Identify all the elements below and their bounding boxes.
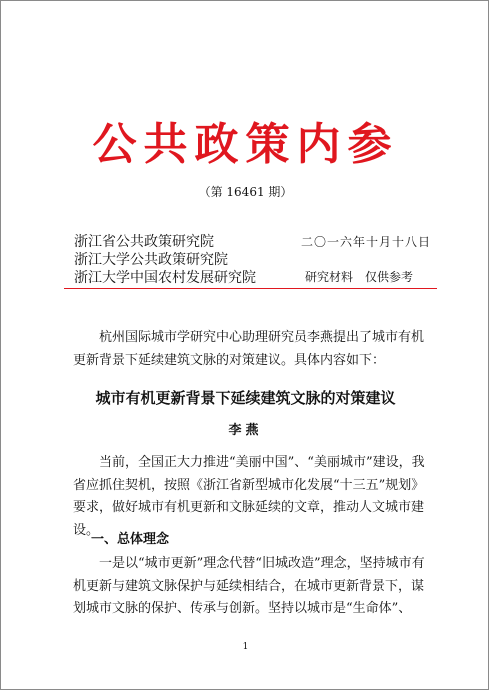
body-paragraph-1: 当前，全国正大力推进“美丽中国”、“美丽城市”建设，我省应抓住契机，按照《浙江省新型城市化发展“十三五”规划》要求，做好城市有机更新和文脉延续的文章，推动人文城市建设。 — [73, 455, 425, 538]
org-line-1: 浙江省公共政策研究院 — [74, 234, 214, 250]
page-number: 1 — [242, 642, 249, 652]
classification-tag: 研究材料 仅供参考 — [305, 270, 414, 284]
intro-paragraph: 杭州国际城市学研究中心助理研究员李燕提出了城市有机更新背景下延续建筑文脉的对策建议。具体内容如下： — [73, 330, 425, 368]
article-title: 城市有机更新背景下延续建筑文脉的对策建议 — [95, 389, 396, 407]
section-heading: 一、总体理念 — [91, 532, 170, 547]
issue-number: （第 16461 期） — [198, 185, 293, 199]
report-title: 公共政策内参 — [92, 119, 399, 170]
org-line-2: 浙江大学公共政策研究院 — [74, 252, 228, 268]
red-divider — [64, 288, 437, 289]
body-paragraph-2: 一是以“城市更新”理念代替“旧城改造”理念，坚持城市有机更新与建筑文脉保护与延续相结合，在城市更新背景下，谋划城市文脉的保护、传承与创新。坚持以城市是“生命体”、 — [73, 556, 425, 616]
org-line-3: 浙江大学中国农村发展研究院 — [74, 270, 256, 286]
publish-date: 二〇一六年十月十八日 — [301, 235, 432, 249]
article-author: 李燕 — [228, 423, 263, 438]
